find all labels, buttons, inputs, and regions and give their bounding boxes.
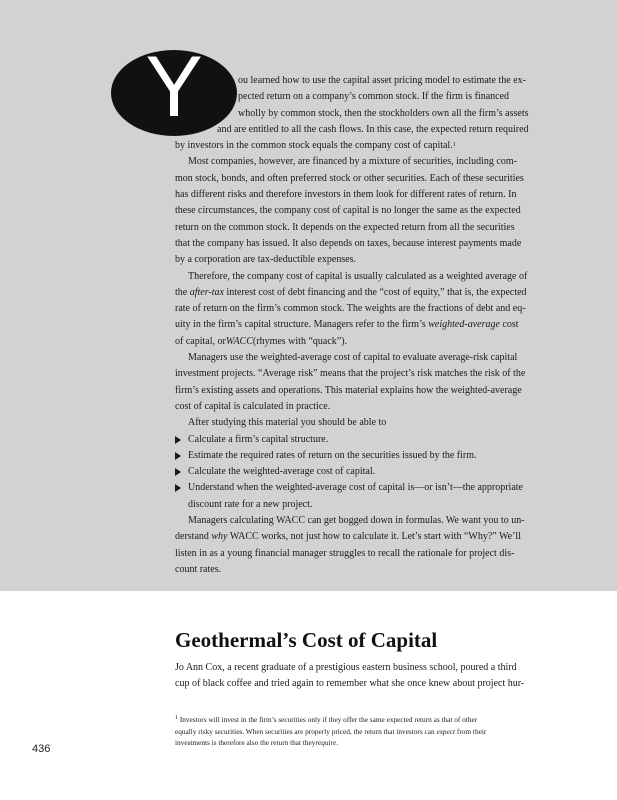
paragraph-5-line: derstand why WACC works, not just how to calculate it. Let’s start with “Why?” We’ll: [175, 531, 521, 543]
paragraph-5-line: Managers calculating WACC can get bogged down in formulas. We want you to un-: [188, 515, 525, 527]
paragraph-3-line: rate of return on the firm’s common stock. The weights are the fractions of debt and eq-: [175, 303, 526, 315]
paragraph-3-line: uity in the firm’s capital structure. Managers refer to the firm’s weighted-average cost: [175, 319, 519, 331]
objective-item: Understand when the weighted-average cost of capital is—or isn’t—the appropriate: [175, 480, 556, 496]
footnote-line: $^1$ Investors will invest in the firm’s securities only if they offer the same expected return as that of other: [175, 715, 478, 724]
paragraph-2-line: that the company has issued. It also depends on taxes, because interest payments made: [175, 237, 522, 249]
bullet-triangle-icon: [175, 436, 181, 444]
footnote-line: investments is therefore also the return that they require .: [175, 738, 339, 747]
objective-item: Estimate the required rates of return on the securities issued by the firm.: [175, 448, 556, 464]
paragraph-4-line: cost of capital is calculated in practice.: [175, 400, 331, 412]
objectives-intro: After studying this material you should be able to: [188, 417, 387, 429]
paragraph-3-line: Therefore, the company cost of capital is usually calculated as a weighted average of: [188, 270, 528, 282]
footnote-line: equally risky securities. When securities are properly priced, the return that investors can expect from their: [175, 726, 487, 736]
paragraph-2-line: Most companies, however, are financed by a mixture of securities, including com-: [188, 156, 517, 168]
bullet-triangle-icon: [175, 452, 181, 460]
footnote-ref: 1: [452, 142, 456, 149]
section-heading: Geothermal’s Cost of Capital: [175, 628, 438, 652]
paragraph-2-line: mon stock, bonds, and often preferred stock or other securities. Each of these securities: [175, 172, 524, 184]
intro-line: ou learned how to use the capital asset pricing model to estimate the ex-: [238, 75, 526, 86]
paragraph-5-line: listen in as a young financial manager struggles to recall the rationale for project dis-: [175, 547, 515, 559]
dropcap-letter: Y: [145, 39, 203, 135]
paragraph-4-line: firm’s existing assets and operations. This material explains how the weighted-average: [175, 384, 522, 396]
paragraph-5-line: count rates.: [175, 563, 222, 575]
bullet-triangle-icon: [175, 468, 181, 476]
intro-line: wholly by common stock, then the stockholders own all the firm’s assets: [238, 107, 529, 119]
page-number: 436: [32, 743, 51, 755]
section-line: Jo Ann Cox, a recent graduate of a prestigious eastern business school, poured a third: [175, 662, 517, 673]
paragraph-2-line: return on the common stock. It depends on the expected return from all the securities: [175, 221, 515, 233]
intro-text: [175, 73, 556, 578]
section-line: cup of black coffee and tried again to remember what she once knew about project hur-: [175, 678, 525, 690]
footnote: [175, 714, 556, 749]
intro-line: pected return on a company’s common stock. If the firm is financed: [238, 91, 510, 103]
intro-line: and are entitled to all the cash flows. In this case, the expected return required: [217, 123, 529, 135]
bullet-triangle-icon: [175, 484, 181, 492]
objective-item: Calculate a firm’s capital structure.: [175, 432, 556, 448]
paragraph-2-line: has different risks and therefore investors in them look for different rates of return. In: [175, 189, 517, 201]
objective-item: Calculate the weighted-average cost of capital.: [175, 464, 556, 480]
objective-item-continuation: discount rate for a new project.: [188, 498, 313, 510]
paragraph-4-line: investment projects. “Average risk” means that the project’s risk matches the risk of the: [175, 368, 526, 380]
intro-line: by investors in the common stock equals the company cost of capital. $^1$: [175, 138, 556, 154]
paragraph-4-line: Managers use the weighted-average cost of capital to evaluate average-risk capital: [188, 352, 518, 364]
paragraph-2-line: these circumstances, the company cost of capital is no longer the same as the expected: [175, 205, 521, 217]
paragraph-3-line: of capital, or WACC (rhymes with “quack”).: [175, 335, 348, 347]
section-text: [175, 660, 556, 693]
footnote-number: 1: [175, 715, 178, 721]
paragraph-2-line: by a corporation are tax-deductible expenses.: [175, 254, 357, 266]
paragraph-3-line: the after-tax interest cost of debt financing and the “cost of equity,” that is, the expected: [175, 286, 527, 298]
